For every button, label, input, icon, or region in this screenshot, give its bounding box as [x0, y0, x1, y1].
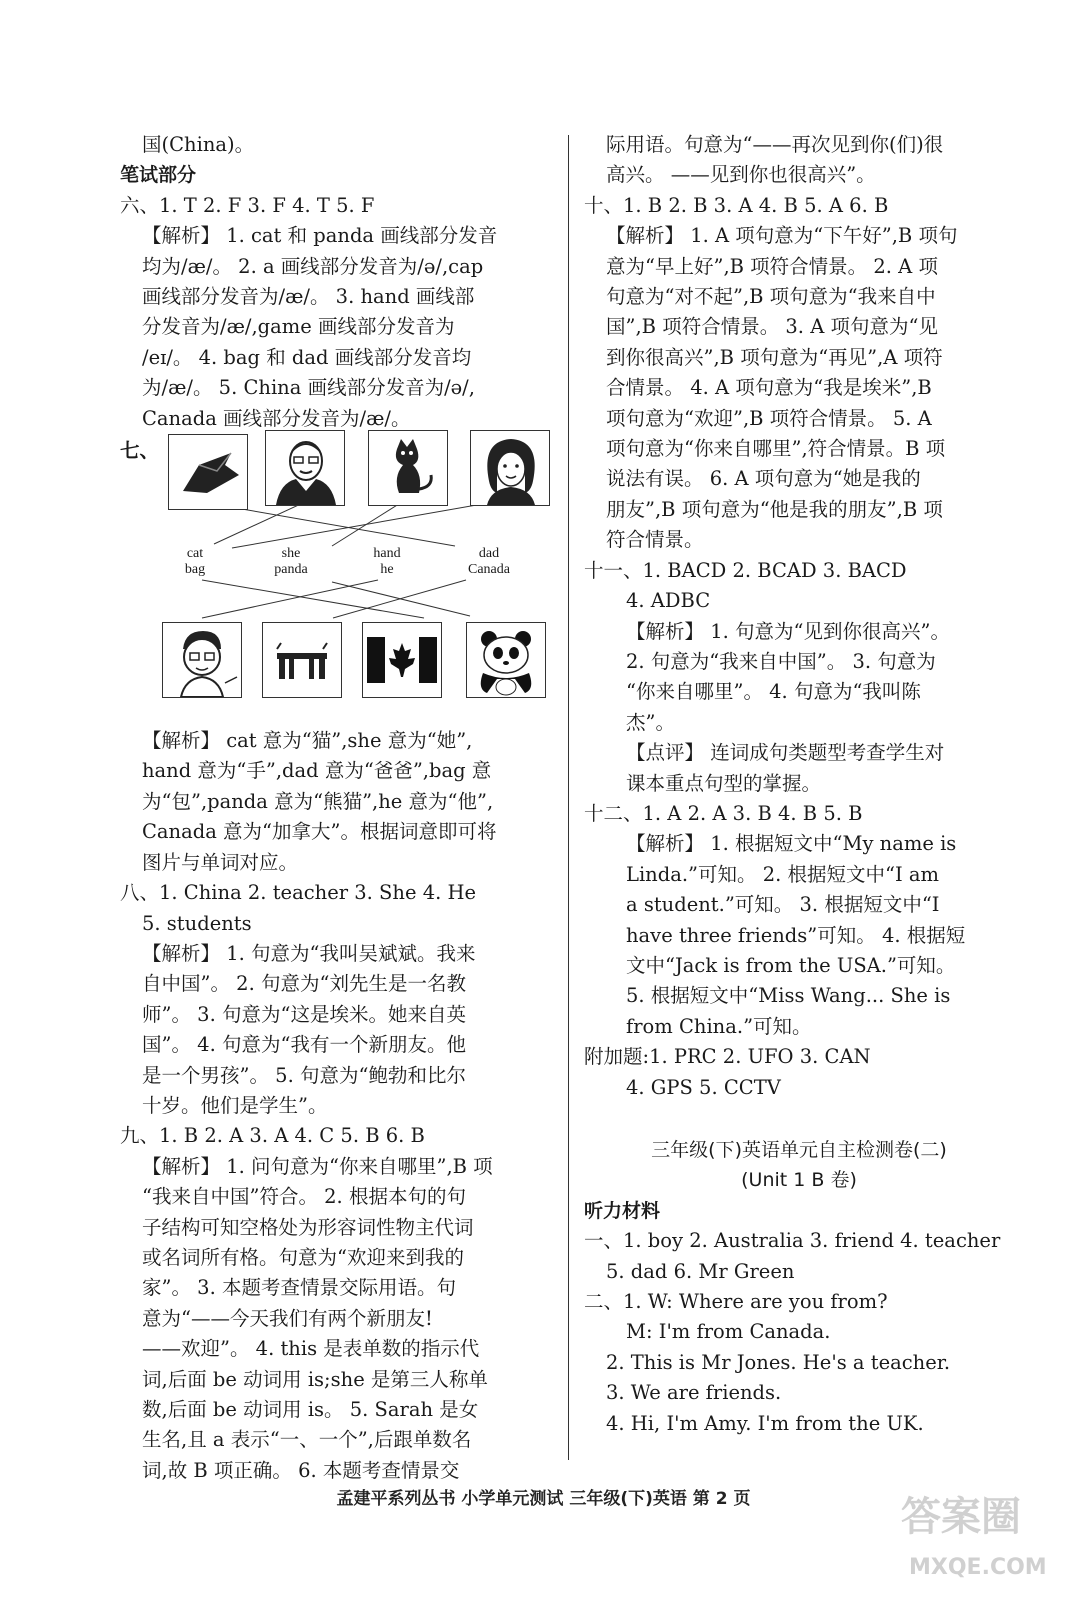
- text-line: from China.”可知。: [626, 1014, 812, 1038]
- text-line: 文中“Jack is from the USA.”可知。: [626, 953, 956, 977]
- text-line: 数,后面 be 动词用 is。 5. Sarah 是女: [142, 1398, 479, 1421]
- text-line: 【点评】 连词成句类题型考查学生对: [626, 741, 945, 765]
- watermark-bottom-text: MXQE.COM: [909, 1555, 1047, 1580]
- text-line: “你来自哪里”。 4. 句意为“我叫陈: [626, 680, 921, 704]
- match-word-hand: hand: [373, 546, 401, 562]
- text-line: 十、1. B 2. B 3. A 4. B 5. A 6. B: [584, 193, 889, 217]
- match-word-bag: bag: [184, 562, 206, 578]
- text-line: 家”。 3. 本题考查情景交际用语。句: [142, 1276, 456, 1300]
- text-line: 自中国”。 2. 句意为“刘先生是一名教: [142, 972, 466, 996]
- text-line: 课本重点句型的掌握。: [626, 771, 822, 795]
- matching-exercise: [120, 434, 552, 726]
- text-line: 说法有误。 6. A 项句意为“她是我的: [606, 467, 921, 491]
- page-footer: 孟建平系列丛书 小学单元测试 三年级(下)英语 第 2 页: [336, 1489, 751, 1509]
- listening-heading: 听力材料: [584, 1199, 661, 1222]
- text-line: 附加题:1. PRC 2. UFO 3. CAN: [584, 1045, 871, 1069]
- text-line: 笔试部分: [120, 164, 197, 187]
- text-line: 生名,且 a 表示“一、一个”,后跟单数名: [142, 1428, 472, 1452]
- text-line: have three friends”可知。 4. 根据短: [626, 923, 966, 947]
- text-line: 画线部分发音为/æ/。 3. hand 画线部: [142, 285, 475, 309]
- text-line: 均为/æ/。 2. a 画线部分发音为/ə/,cap: [142, 254, 484, 278]
- match-word-he: he: [380, 562, 394, 578]
- text-line: 际用语。句意为“——再次见到你(们)很: [606, 133, 944, 156]
- text-line: /eɪ/。 4. bag 和 dad 画线部分发音均: [142, 345, 472, 369]
- left-text-block-2: [120, 726, 552, 1486]
- text-line: 为“包”,panda 意为“熊猫”,he 意为“他”,: [142, 789, 494, 813]
- text-line: Canada 画线部分发音为/æ/。: [142, 406, 411, 430]
- text-line: 到你很高兴”,B 项句意为“再见”,A 项符: [606, 345, 943, 369]
- text-line: 词,后面 be 动词用 is;she 是第三人称单: [142, 1367, 488, 1391]
- text-line: 分发音为/æ/,game 画线部分发音为: [142, 315, 455, 339]
- text-line: M: I'm from Canada.: [626, 1320, 831, 1344]
- text-line: 子结构可知空格处为形容词性物主代词: [142, 1215, 474, 1239]
- text-line: 5. 根据短文中“Miss Wang... She is: [626, 984, 951, 1008]
- text-line: 项句意为“你来自哪里”,符合情景。B 项: [606, 437, 946, 461]
- text-line: 【解析】 1. 句意为“见到你很高兴”。: [626, 619, 950, 643]
- text-line: 十二、1. A 2. A 3. B 4. B 5. B: [584, 801, 863, 825]
- text-line: 3. We are friends.: [606, 1381, 782, 1405]
- right-column: [584, 130, 1014, 1439]
- text-line: 句意为“对不起”,B 项句意为“我来自中: [606, 285, 936, 309]
- text-line: 词,故 B 项正确。 6. 本题考查情景交: [142, 1458, 460, 1482]
- text-line: 5. dad 6. Mr Green: [606, 1259, 795, 1283]
- match-word-dad: dad: [478, 546, 500, 562]
- text-line: 九、1. B 2. A 3. A 4. C 5. B 6. B: [120, 1124, 425, 1148]
- left-column: [120, 130, 552, 1486]
- watermark-logo: [895, 1478, 1065, 1588]
- question-7-label: 七、: [120, 439, 160, 463]
- match-word-canada: Canada: [468, 562, 510, 578]
- text-line: 【解析】 1. 根据短文中“My name is: [626, 832, 957, 856]
- text-line: 是一个男孩”。 5. 句意为“鲍勃和比尔: [142, 1063, 466, 1087]
- text-line: 项句意为“欢迎”,B 项符合情景。 5. A: [606, 406, 932, 430]
- text-line: a student.”可知。 3. 根据短文中“I: [626, 893, 940, 917]
- text-line: 师”。 3. 句意为“这是埃米。她来自英: [142, 1002, 466, 1026]
- woman-picture: [470, 430, 550, 506]
- text-line: 合情景。 4. A 项句意为“我是埃米”,B: [606, 376, 932, 400]
- text-line: 4. ADBC: [626, 589, 711, 613]
- text-line: 杰”。: [626, 710, 675, 734]
- text-line: 2. This is Mr Jones. He's a teacher.: [606, 1350, 951, 1374]
- text-line: 【解析】 1. 问句意为“你来自哪里”,B 项: [142, 1154, 493, 1178]
- text-line: “我来自中国”符合。 2. 根据本句的句: [142, 1185, 466, 1209]
- match-word-cat: cat: [186, 546, 204, 562]
- text-line: 4. GPS 5. CCTV: [626, 1075, 781, 1099]
- text-line: 国”,B 项符合情景。 3. A 项句意为“见: [606, 315, 938, 339]
- text-line: ——欢迎”。 4. this 是表单数的指示代: [142, 1337, 480, 1361]
- hands-picture: [262, 622, 342, 698]
- test-subtitle: (Unit 1 B 卷): [741, 1169, 857, 1192]
- right-text-block-2: [584, 1226, 1014, 1439]
- text-line: 或名词所有格。句意为“欢迎来到我的: [142, 1245, 464, 1269]
- text-line: 符合情景。: [606, 528, 704, 552]
- cat-picture: [368, 430, 448, 506]
- canada-flag-picture: [362, 622, 442, 698]
- boy-picture: [162, 622, 242, 698]
- text-line: 2. 句意为“我来自中国”。 3. 句意为: [626, 649, 936, 673]
- watermark-top-text: 答案圈: [901, 1494, 1021, 1540]
- text-line: 高兴。 ——见到你也很高兴”。: [606, 163, 876, 187]
- text-line: 二、1. W: Where are you from?: [584, 1290, 888, 1314]
- bag-picture: [168, 434, 248, 510]
- test-title: 三年级(下)英语单元自主检测卷(二): [651, 1139, 947, 1161]
- text-line: 意为“早上好”,B 项符合情景。 2. A 项: [606, 254, 938, 278]
- text-line: Linda.”可知。 2. 根据短文中“I am: [626, 862, 940, 886]
- text-line: 六、1. T 2. F 3. F 4. T 5. F: [120, 193, 375, 217]
- text-line: 5. students: [142, 911, 252, 935]
- text-line: 【解析】 cat 意为“猫”,she 意为“她”,: [142, 729, 473, 753]
- text-line: 八、1. China 2. teacher 3. She 4. He: [120, 881, 477, 905]
- text-line: 国”。 4. 句意为“我有一个新朋友。他: [142, 1033, 466, 1057]
- right-text-block: [584, 130, 1014, 1103]
- text-line: 一、1. boy 2. Australia 3. friend 4. teacher: [584, 1229, 1001, 1253]
- text-line: 【解析】 1. A 项句意为“下午好”,B 项句: [606, 224, 958, 248]
- column-divider: [568, 135, 569, 1460]
- text-line: 朋友”,B 项句意为“他是我的朋友”,B 项: [606, 497, 943, 521]
- text-line: 为/æ/。 5. China 画线部分发音为/ə/,: [142, 376, 475, 400]
- man-picture: [265, 430, 345, 506]
- match-word-she: she: [281, 546, 301, 562]
- panda-picture: [466, 622, 546, 698]
- text-line: 十岁。他们是学生”。: [142, 1093, 328, 1117]
- text-line: 【解析】 1. 句意为“我叫吴斌斌。我来: [142, 941, 476, 965]
- text-line: 图片与单词对应。: [142, 850, 299, 874]
- match-word-panda: panda: [274, 562, 308, 578]
- text-line: Canada 意为“加拿大”。根据词意即可将: [142, 820, 497, 844]
- text-line: 【解析】 1. cat 和 panda 画线部分发音: [142, 224, 498, 248]
- text-line: 国(China)。: [142, 133, 255, 156]
- left-text-block: [120, 130, 552, 434]
- text-line: 意为“——今天我们有两个新朋友!: [142, 1306, 433, 1330]
- text-line: 十一、1. BACD 2. BCAD 3. BACD: [584, 558, 907, 582]
- text-line: hand 意为“手”,dad 意为“爸爸”,bag 意: [142, 759, 492, 783]
- text-line: 4. Hi, I'm Amy. I'm from the UK.: [606, 1411, 924, 1435]
